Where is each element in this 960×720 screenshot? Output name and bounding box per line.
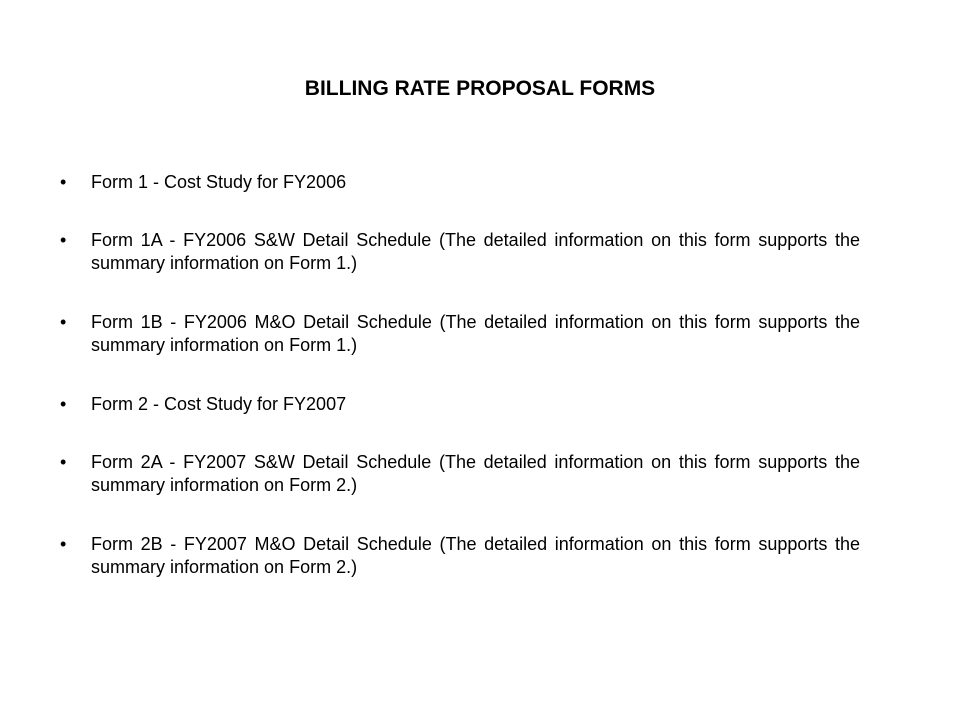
list-item bbox=[60, 533, 860, 579]
list-item bbox=[60, 451, 860, 497]
list-item bbox=[60, 229, 860, 275]
bullet-list bbox=[60, 171, 860, 615]
page-title: BILLING RATE PROPOSAL FORMS bbox=[304, 77, 656, 100]
list-item-text: Form 1 - Cost Study for FY2006 bbox=[91, 172, 347, 192]
list-item bbox=[60, 393, 860, 416]
list-item-text: Form 1A - FY2006 S&W Detail Schedule (The detailed information on this form supports the summary information on Form 1.) bbox=[91, 230, 860, 273]
list-item-text: Form 2 - Cost Study for FY2007 bbox=[91, 394, 347, 414]
list-item-text: Form 1B - FY2006 M&O Detail Schedule (The detailed information on this form supports the summary information on Form 1.) bbox=[91, 312, 860, 355]
list-item-text: Form 2A - FY2007 S&W Detail Schedule (The detailed information on this form supports the summary information on Form 2.) bbox=[91, 452, 860, 495]
bullet-icon: • bbox=[60, 172, 67, 192]
bullet-icon: • bbox=[60, 534, 67, 554]
bullet-icon: • bbox=[60, 394, 67, 414]
bullet-icon: • bbox=[60, 230, 67, 250]
bullet-icon: • bbox=[60, 452, 67, 472]
list-item bbox=[60, 171, 860, 194]
list-item-text: Form 2B - FY2007 M&O Detail Schedule (The detailed information on this form supports the summary information on Form 2.) bbox=[91, 534, 860, 577]
bullet-icon: • bbox=[60, 312, 67, 332]
list-item bbox=[60, 311, 860, 357]
